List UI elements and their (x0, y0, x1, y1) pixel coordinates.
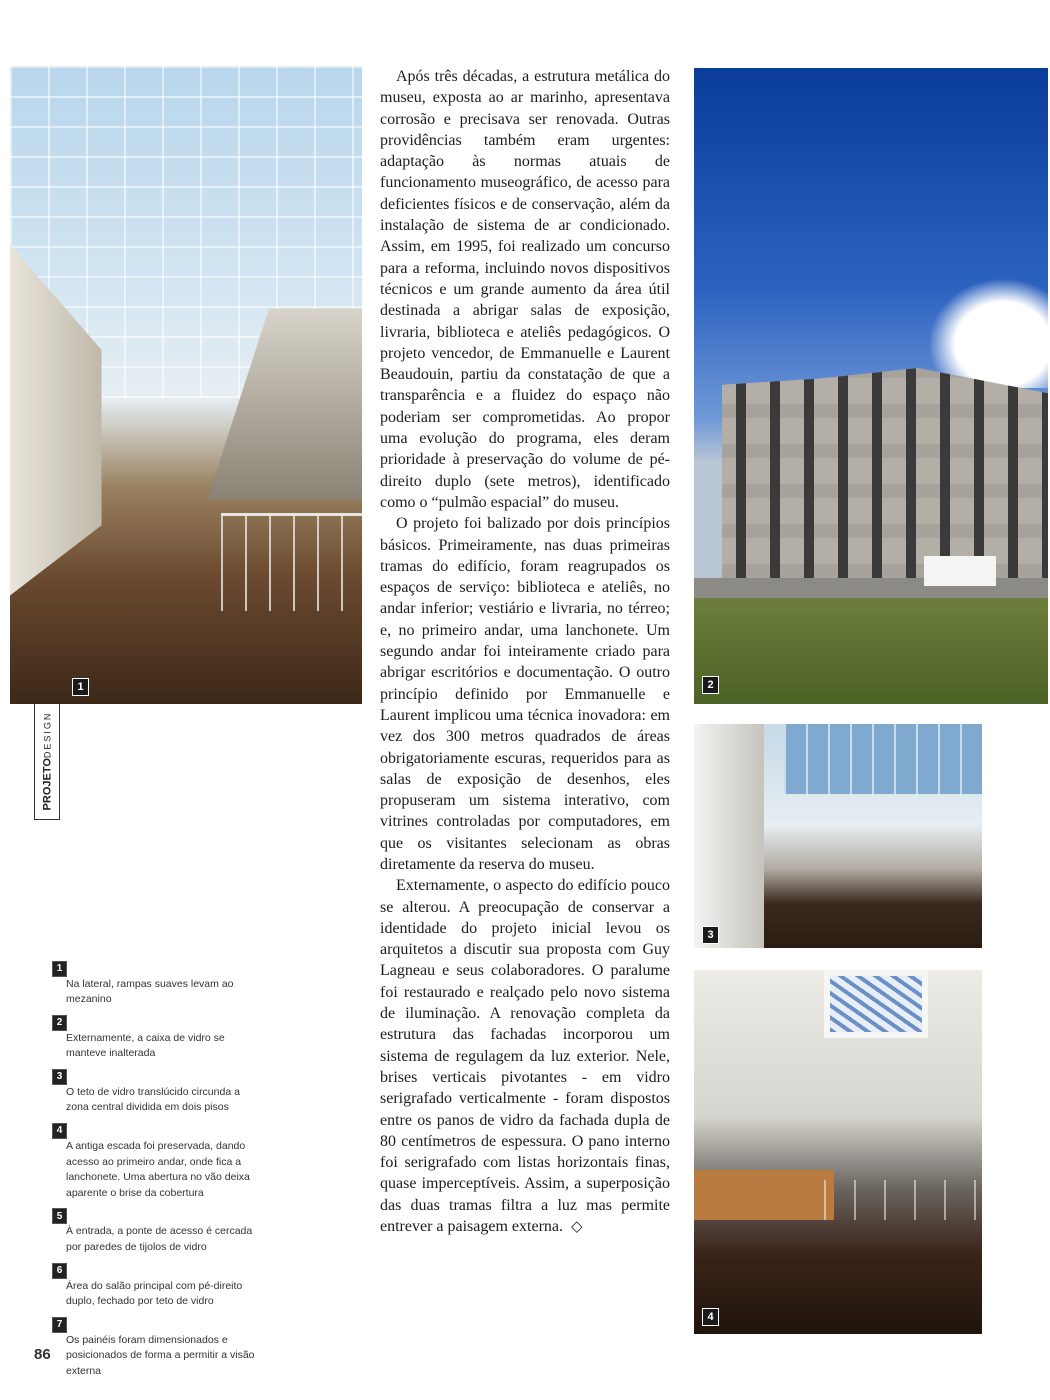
caption-item (52, 1066, 262, 1116)
caption-item (52, 1120, 262, 1202)
paragraph-text: Externamente, o aspecto do edifício pouco se alterou. A preocupação de conservar a identidade do projeto inicial levou os arquitetos a discutir sua proposta com Guy Lagneau e seus colaboradores. O paralume foi restaurado e realçado pelo novo sistema de iluminação. A renovação completa da estrutura das fachadas incorporou um sistema de regulagem da luz exterior. Nele, brises verticais pivotantes - em vidro serigrafado verticalmente - foram dispostos entre os panos de vidro da fachada dupla de 80 centímetros de espessura. O pano interno foi serigrafado com listas horizontais finas, quase imperceptíveis. Assim, a superposição das duas tramas filtra a luz mas permite entrever a paisagem externa. (380, 877, 670, 1236)
caption-number: 6 (52, 1263, 67, 1279)
photo-glass-roof-interior (694, 724, 982, 948)
caption-item (52, 1206, 262, 1256)
caption-text: À entrada, a ponte de acesso é cercada por paredes de tijolos de vidro (66, 1225, 253, 1254)
figure-number: 2 (702, 676, 719, 694)
photo-building-exterior (694, 68, 1048, 704)
magazine-label: PROJETODESIGN (34, 702, 60, 820)
caption-text: Na lateral, rampas suaves levam ao mezanino (66, 977, 234, 1006)
paragraph (380, 875, 670, 1237)
paragraph: Após três décadas, a estrutura metálica do museu, exposta ao ar marinho, apresentava corrosão e precisava ser renovada. Outras providências também eram urgentes: adaptação às normas atuais de funcionamento museográfico, de acesso para deficientes físicos e de conservação, além da instalação de sistema de ar condicionado. Assim, em 1995, foi realizado um concurso para a reforma, incluindo novos dispositivos técnicos e um grande aumento da área útil destinada a abrigar salas de exposição, livraria, biblioteca e ateliês pedagógicos. O projeto vencedor, de Emmanuelle e Laurent Beaudouin, partiu da constatação de que a transparência e a fluidez do espaço não poderiam ser comprometidas. Ao propor uma evolução do programa, eles deram prioridade à preservação do volume de pé-direito duplo (sete metros), identificado como o “pulmão espacial” do museu. (380, 68, 670, 511)
caption-item (52, 1260, 262, 1310)
caption-item (52, 1012, 262, 1062)
figure-number: 1 (72, 678, 89, 696)
page-number: 86 (34, 1346, 51, 1363)
photo-skylight-interior (694, 970, 982, 1334)
caption-number: 1 (52, 961, 67, 977)
caption-text: Os painéis foram dimensionados e posicionados de forma a permitir a visão externa (66, 1333, 255, 1378)
caption-number: 7 (52, 1317, 67, 1333)
caption-text: Área do salão principal com pé-direito duplo, fechado por teto de vidro (66, 1279, 243, 1308)
caption-number: 2 (52, 1015, 67, 1031)
caption-number: 5 (52, 1208, 67, 1224)
paragraph: O projeto foi balizado por dois princípios básicos. Primeiramente, nas duas primeiras tramas do edifício, foram reagrupados os espaços de serviço: biblioteca e ateliês, no andar inferior; vestiário e livraria, no térreo; e, no primeiro andar, uma lanchonete. Um segundo andar foi inteiramente criado para abrigar escritórios e documentação. O outro princípio definido por Emmanuelle e Laurent implicou uma técnica inovadora: em vez dos 300 metros quadrados de áreas obrigatoriamente escuras, requeridos para as salas de exposição de desenhos, eles propuseram um sistema interativo, com vitrines controladas por computadores, em que os visitantes selecionam as obras diretamente da reserva do museu. (380, 515, 670, 873)
caption-number: 4 (52, 1123, 67, 1139)
captions-list (52, 958, 262, 1384)
caption-text: Externamente, a caixa de vidro se manteve inalterada (66, 1031, 225, 1060)
caption-item (52, 958, 262, 1008)
photo-atrium-interior (10, 66, 362, 704)
figure-number: 3 (702, 926, 719, 944)
caption-text: O teto de vidro translúcido circunda a zona central dividida em dois pisos (66, 1085, 240, 1114)
caption-text: A antiga escada foi preservada, dando acesso ao primeiro andar, onde fica a lanchonete. Uma abertura no vão deixa aparente o brise da cobertura (66, 1139, 250, 1200)
article-body (380, 66, 670, 1237)
caption-item (52, 1314, 262, 1380)
figure-number: 4 (702, 1308, 719, 1326)
end-mark-icon: ◇ (571, 1217, 583, 1236)
caption-number: 3 (52, 1069, 67, 1085)
